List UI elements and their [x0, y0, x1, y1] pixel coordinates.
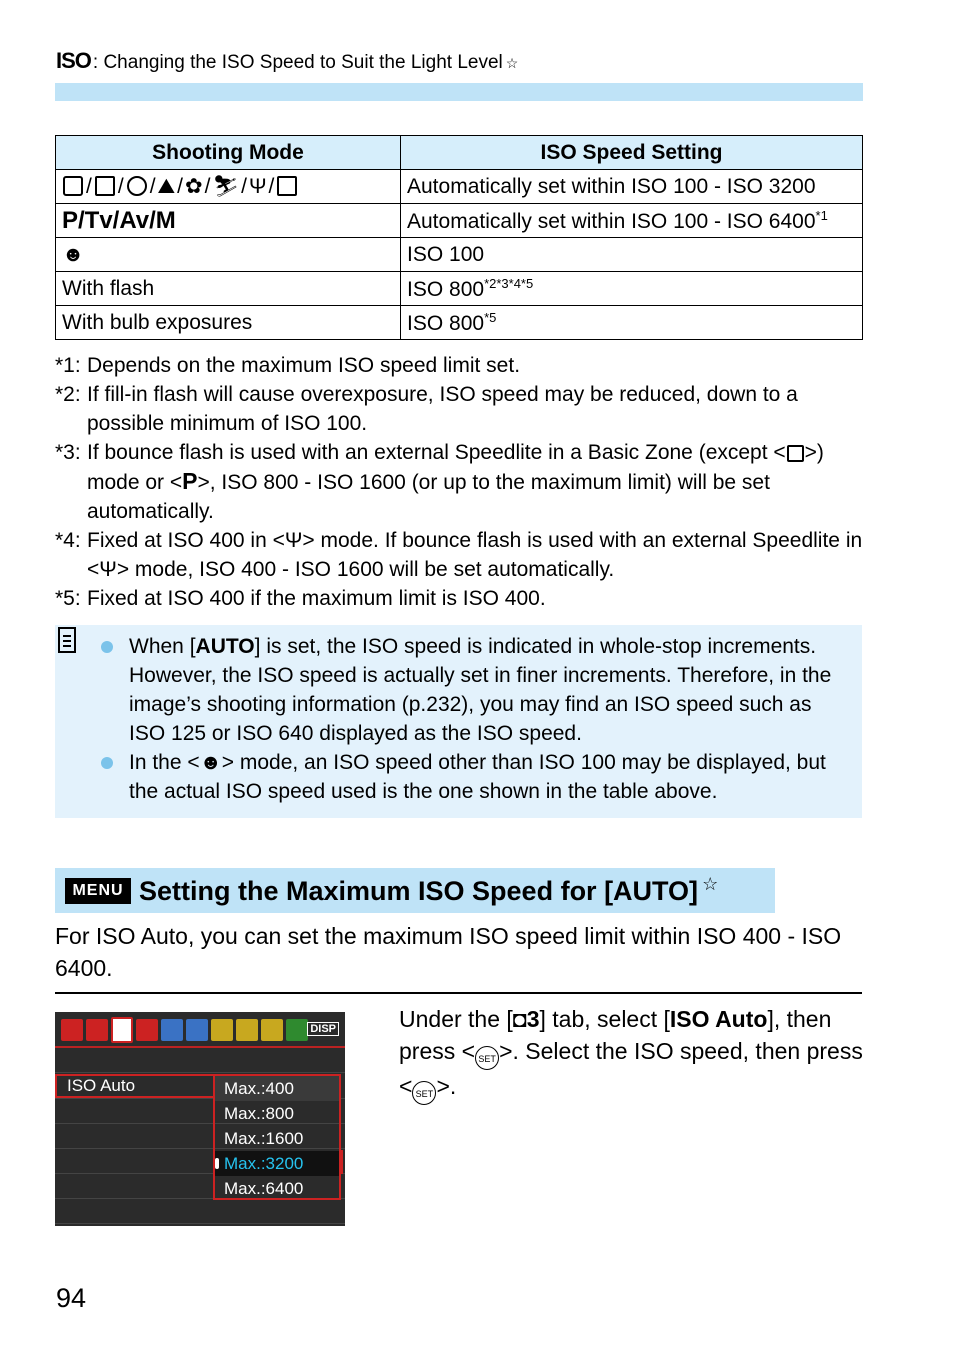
set-button-icon: SET: [475, 1046, 499, 1070]
table-row: [56, 306, 863, 340]
table-row: [56, 272, 863, 306]
footnotes: [55, 351, 865, 613]
close-up-icon: ✿: [185, 175, 203, 198]
footnote-text: Fixed at ISO 400 in <Ψ> mode. If bounce flash is used with an external Speedlite in <Ψ> mode, ISO 400 - ISO 1600 will be set automatically.: [87, 529, 863, 581]
advanced-star-icon: ☆: [702, 874, 719, 894]
portrait-icon: ☻: [62, 242, 85, 266]
footnote-text: Depends on the maximum ISO speed limit set.: [87, 354, 521, 377]
iso-symbol: ISO: [56, 48, 91, 73]
header-text: : Changing the ISO Speed to Suit the Light Level: [92, 52, 503, 73]
footnote: [55, 526, 865, 584]
night-portrait-icon: [277, 176, 297, 196]
intro-text: For ISO Auto, you can set the maximum ISO speed limit within ISO 400 - ISO 6400.: [55, 923, 842, 981]
section-heading: [55, 868, 775, 913]
footnote: [55, 584, 865, 613]
footnote-ref: *2*3*4*5: [484, 275, 534, 291]
iso-auto-item: ISO Auto: [55, 1074, 215, 1098]
memo-icon: [58, 627, 76, 653]
camera-tab-icon: ◘: [512, 1006, 527, 1032]
playback-tab-icon: [186, 1019, 208, 1041]
setup-tab-icon: [236, 1019, 258, 1041]
setting-cell: ISO 100: [401, 238, 863, 272]
option-item: Max.:6400: [224, 1179, 304, 1198]
flash-off-icon: [95, 176, 115, 196]
disp-icon: DISP: [307, 1022, 339, 1036]
table-row: [56, 170, 863, 204]
option-item: Max.:1600: [224, 1129, 304, 1148]
setting-cell: [401, 204, 863, 238]
setting-text: ISO 800: [407, 277, 485, 301]
night-portrait-icon: [787, 445, 804, 462]
note-text: In the <☻> mode, an ISO speed other than ISO 100 may be displayed, but the actual ISO speed used is the one shown in the table above.: [129, 751, 826, 803]
food-icon: Ψ: [248, 175, 267, 198]
menu-row: [55, 1048, 345, 1073]
shooting-tab-icon: [136, 1019, 158, 1041]
column-header: ISO Speed Setting: [401, 136, 863, 170]
note-bullet: [99, 748, 849, 806]
footnote-key: *1:: [55, 354, 81, 377]
max-iso-options: [213, 1074, 341, 1200]
portrait-icon: ☻: [199, 751, 222, 774]
my-menu-star-icon: [286, 1019, 308, 1041]
setting-cell: Automatically set within ISO 100 - ISO 3200: [401, 170, 863, 204]
iso-mode-table: [55, 135, 863, 340]
scroll-indicator: [339, 1150, 343, 1174]
table-header-row: [56, 136, 863, 170]
footnote-text: If fill-in flash will cause overexposure, ISO speed may be reduced, down to a possible minimum of ISO 100.: [87, 383, 798, 435]
bullet-dot-icon: [101, 641, 113, 653]
footnote-key: *4:: [55, 529, 81, 552]
setup-tab-icon: [211, 1019, 233, 1041]
footnote-ref: *1: [815, 207, 828, 223]
footnote-key: *3:: [55, 441, 81, 464]
camera-menu-screen: [55, 1012, 345, 1226]
advanced-star-icon: ☆: [505, 55, 519, 71]
section-title: Setting the Maximum ISO Speed for [AUTO] ☆: [139, 874, 719, 906]
footnote-ref: *5: [484, 309, 497, 325]
option-item: Max.:800: [224, 1104, 294, 1123]
food-icon: Ψ: [99, 558, 117, 581]
option-item: Max.:400: [215, 1076, 339, 1101]
footnote-text: If bounce flash is used with an external Speedlite in a Basic Zone (except < >) mode or <P>, ISO 800 - ISO 1600 (or up to the maximum limit) will be set automatically.: [87, 441, 824, 523]
scene-intelligent-auto-icon: [63, 176, 83, 196]
program-mode-icon: P: [182, 468, 198, 494]
footnote-text: Fixed at ISO 400 if the maximum limit is ISO 400.: [87, 587, 546, 610]
setting-text: Automatically set within ISO 100 - ISO 6400: [407, 209, 816, 233]
set-button-icon: SET: [412, 1081, 436, 1105]
playback-tab-icon: [161, 1019, 183, 1041]
menu-icon: MENU: [65, 878, 131, 904]
running-header: [56, 48, 518, 74]
note-text: When [AUTO] is set, the ISO speed is indicated in whole-stop increments. However, the ISO speed is actually set in finer increments. Therefore, in the image’s shooting information (p.232), you may find an ISO speed such as ISO 125 or ISO 640 displayed as the ISO speed.: [129, 635, 832, 745]
mode-cell: [56, 238, 401, 272]
setting-cell: [401, 272, 863, 306]
menu-tabs: [61, 1016, 308, 1044]
footnote-key: *5:: [55, 587, 81, 610]
mode-cell: With flash: [56, 272, 401, 306]
mode-cell: / / /⛰/✿/⛷/Ψ/: [56, 170, 401, 204]
table-row: [56, 238, 863, 272]
option-item-selected: Max.:3200: [215, 1151, 339, 1176]
page-number: 94: [56, 1283, 87, 1313]
setting-cell: [401, 306, 863, 340]
mode-cell: P/Tv/Av/M: [56, 204, 401, 238]
footnote: [55, 351, 865, 380]
footnote: [55, 438, 865, 526]
note-box: [55, 625, 862, 818]
shooting-tab-3-icon: [111, 1017, 133, 1043]
setting-text: ISO 800: [407, 311, 485, 335]
footnote: [55, 380, 865, 438]
note-bullet: [99, 632, 849, 748]
table-row: [56, 204, 863, 238]
shooting-tab-icon: [86, 1019, 108, 1041]
shooting-tab-icon: [61, 1019, 83, 1041]
divider: [55, 992, 862, 994]
setup-tab-icon: [261, 1019, 283, 1041]
mode-cell: With bulb exposures: [56, 306, 401, 340]
food-icon: Ψ: [284, 529, 303, 552]
sports-icon: ⛷: [212, 175, 240, 198]
creative-auto-icon: [127, 176, 147, 196]
column-header: Shooting Mode: [56, 136, 401, 170]
header-bar: [55, 83, 863, 101]
menu-row: [55, 1199, 345, 1224]
footnote-key: *2:: [55, 383, 81, 406]
landscape-icon: ⛰: [157, 175, 176, 198]
instruction-text: Under the [◘3] tab, select [ISO Auto], then press < SET >. Select the ISO speed, then press < SET >.: [399, 1003, 869, 1105]
bullet-dot-icon: [101, 757, 113, 769]
